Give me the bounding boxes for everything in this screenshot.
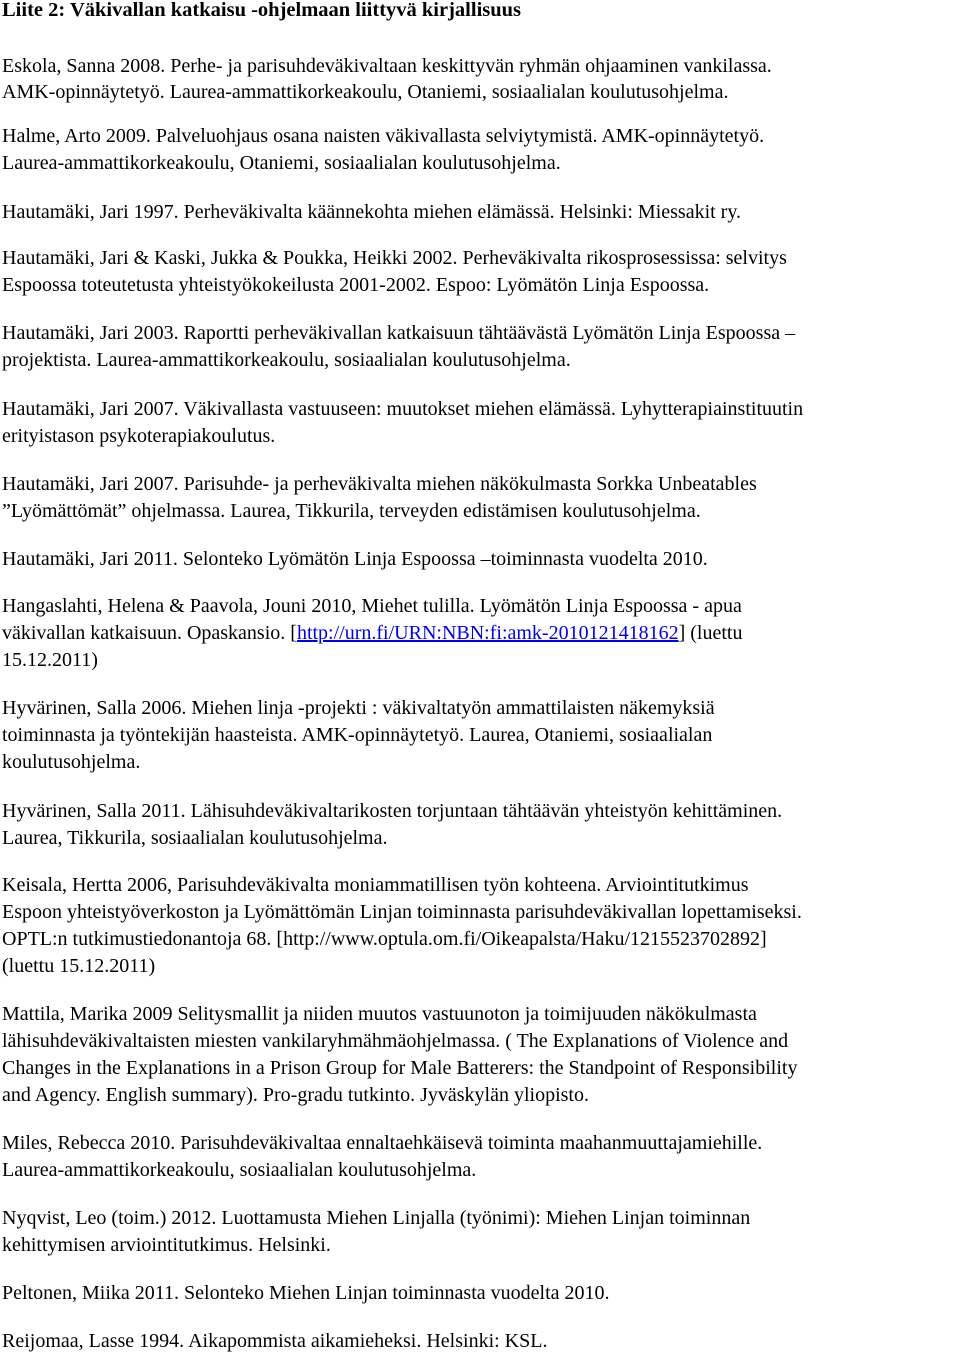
reference-line: Hyvärinen, Salla 2006. Miehen linja -projekti : väkivaltatyön ammattilaisten näkemyksiä xyxy=(2,697,715,719)
reference-line: Hautamäki, Jari 2007. Väkivallasta vastuuseen: muutokset miehen elämässä. Lyhytterapiainstituutin xyxy=(2,398,804,420)
reference-line: toiminnasta ja työntekijän haasteista. AMK-opinnäytetyö. Laurea, Otaniemi, sosiaalialan xyxy=(2,724,713,746)
reference-line: Nyqvist, Leo (toim.) 2012. Luottamusta Miehen Linjalla (työnimi): Miehen Linjan toiminnan xyxy=(2,1207,751,1229)
reference-text: väkivallan katkaisuun. Opaskansio. [ xyxy=(2,622,297,644)
reference-line: Eskola, Sanna 2008. Perhe- ja parisuhdeväkivaltaan keskittyvän ryhmän ohjaaminen vankilassa. xyxy=(2,55,772,77)
reference-line: Hautamäki, Jari 1997. Perheväkivalta käännekohta miehen elämässä. Helsinki: Miessakit ry. xyxy=(2,201,742,223)
reference-line: Espoossa toteutetusta yhteistyökokeilusta 2001-2002. Espoo: Lyömätön Linja Espoossa. xyxy=(2,274,710,296)
reference-line: Reijomaa, Lasse 1994. Aikapommista aikamieheksi. Helsinki: KSL. xyxy=(2,1330,548,1352)
reference-line: 15.12.2011) xyxy=(2,649,98,671)
reference-line: Hangaslahti, Helena & Paavola, Jouni 2010, Miehet tulilla. Lyömätön Linja Espoossa - apua xyxy=(2,595,742,617)
reference-line: ”Lyömättömät” ohjelmassa. Laurea, Tikkurila, terveyden edistämisen koulutusohjelma. xyxy=(2,500,701,522)
reference-line: AMK-opinnäytetyö. Laurea-ammattikorkeakoulu, Otaniemi, sosiaalialan koulutusohjelma. xyxy=(2,81,729,103)
reference-line: Miles, Rebecca 2010. Parisuhdeväkivaltaa ennaltaehkäisevä toiminta maahanmuuttajamiehille. xyxy=(2,1132,763,1154)
reference-line: kehittymisen arviointitutkimus. Helsinki. xyxy=(2,1234,331,1256)
reference-line xyxy=(2,620,742,647)
reference-line: Halme, Arto 2009. Palveluohjaus osana naisten väkivallasta selviytymistä. AMK-opinnäytetyö. xyxy=(2,125,765,147)
reference-line: Laurea-ammattikorkeakoulu, Otaniemi, sosiaalialan koulutusohjelma. xyxy=(2,152,561,174)
reference-line: Hautamäki, Jari & Kaski, Jukka & Poukka, Heikki 2002. Perheväkivalta rikosprosessissa: selvitys xyxy=(2,247,787,269)
reference-line: and Agency. English summary). Pro-gradu tutkinto. Jyväskylän yliopisto. xyxy=(2,1084,589,1106)
document-title: Liite 2: Väkivallan katkaisu -ohjelmaan liittyvä kirjallisuus xyxy=(2,0,522,21)
reference-line: Laurea-ammattikorkeakoulu, sosiaalialan koulutusohjelma. xyxy=(2,1159,477,1181)
reference-line: koulutusohjelma. xyxy=(2,751,141,773)
reference-line: Laurea, Tikkurila, sosiaalialan koulutusohjelma. xyxy=(2,827,388,849)
reference-line: Mattila, Marika 2009 Selitysmallit ja niiden muutos vastuunoton ja toimijuuden näkökulmasta xyxy=(2,1003,757,1025)
reference-line: Espoon yhteistyöverkoston ja Lyömättömän Linjan toiminnasta parisuhdeväkivallan lopettamiseksi. xyxy=(2,901,802,923)
reference-line: Peltonen, Miika 2011. Selonteko Miehen Linjan toiminnasta vuodelta 2010. xyxy=(2,1282,610,1304)
reference-line: Hautamäki, Jari 2011. Selonteko Lyömätön Linja Espoossa –toiminnasta vuodelta 2010. xyxy=(2,548,708,570)
urn-link[interactable]: http://urn.fi/URN:NBN:fi:amk-2010121418162 xyxy=(296,622,679,644)
reference-line: lähisuhdeväkivaltaisten miesten vankilaryhmähmäohjelmassa. ( The Explanations of Violence and xyxy=(2,1030,789,1052)
reference-line: Hyvärinen, Salla 2011. Lähisuhdeväkivaltarikosten torjuntaan tähtäävän yhteistyön kehittäminen. xyxy=(2,800,783,822)
reference-line: Keisala, Hertta 2006, Parisuhdeväkivalta moniammatillisen työn kohteena. Arviointitutkimus xyxy=(2,874,749,896)
reference-line: erityistason psykoterapiakoulutus. xyxy=(2,425,276,447)
reference-line: Hautamäki, Jari 2003. Raportti perheväkivallan katkaisuun tähtäävästä Lyömätön Linja Espoossa – xyxy=(2,322,796,344)
reference-line: Changes in the Explanations in a Prison Group for Male Batterers: the Standpoint of Responsibility xyxy=(2,1057,798,1079)
reference-line: projektista. Laurea-ammattikorkeakoulu, sosiaalialan koulutusohjelma. xyxy=(2,349,571,371)
reference-text: ] (luettu xyxy=(678,622,743,644)
reference-line: Hautamäki, Jari 2007. Parisuhde- ja perheväkivalta miehen näkökulmasta Sorkka Unbeatables xyxy=(2,473,757,495)
reference-line: (luettu 15.12.2011) xyxy=(2,955,156,977)
reference-line: OPTL:n tutkimustiedonantoja 68. [http://www.optula.om.fi/Oikeapalsta/Haku/1215523702892] xyxy=(2,928,767,950)
